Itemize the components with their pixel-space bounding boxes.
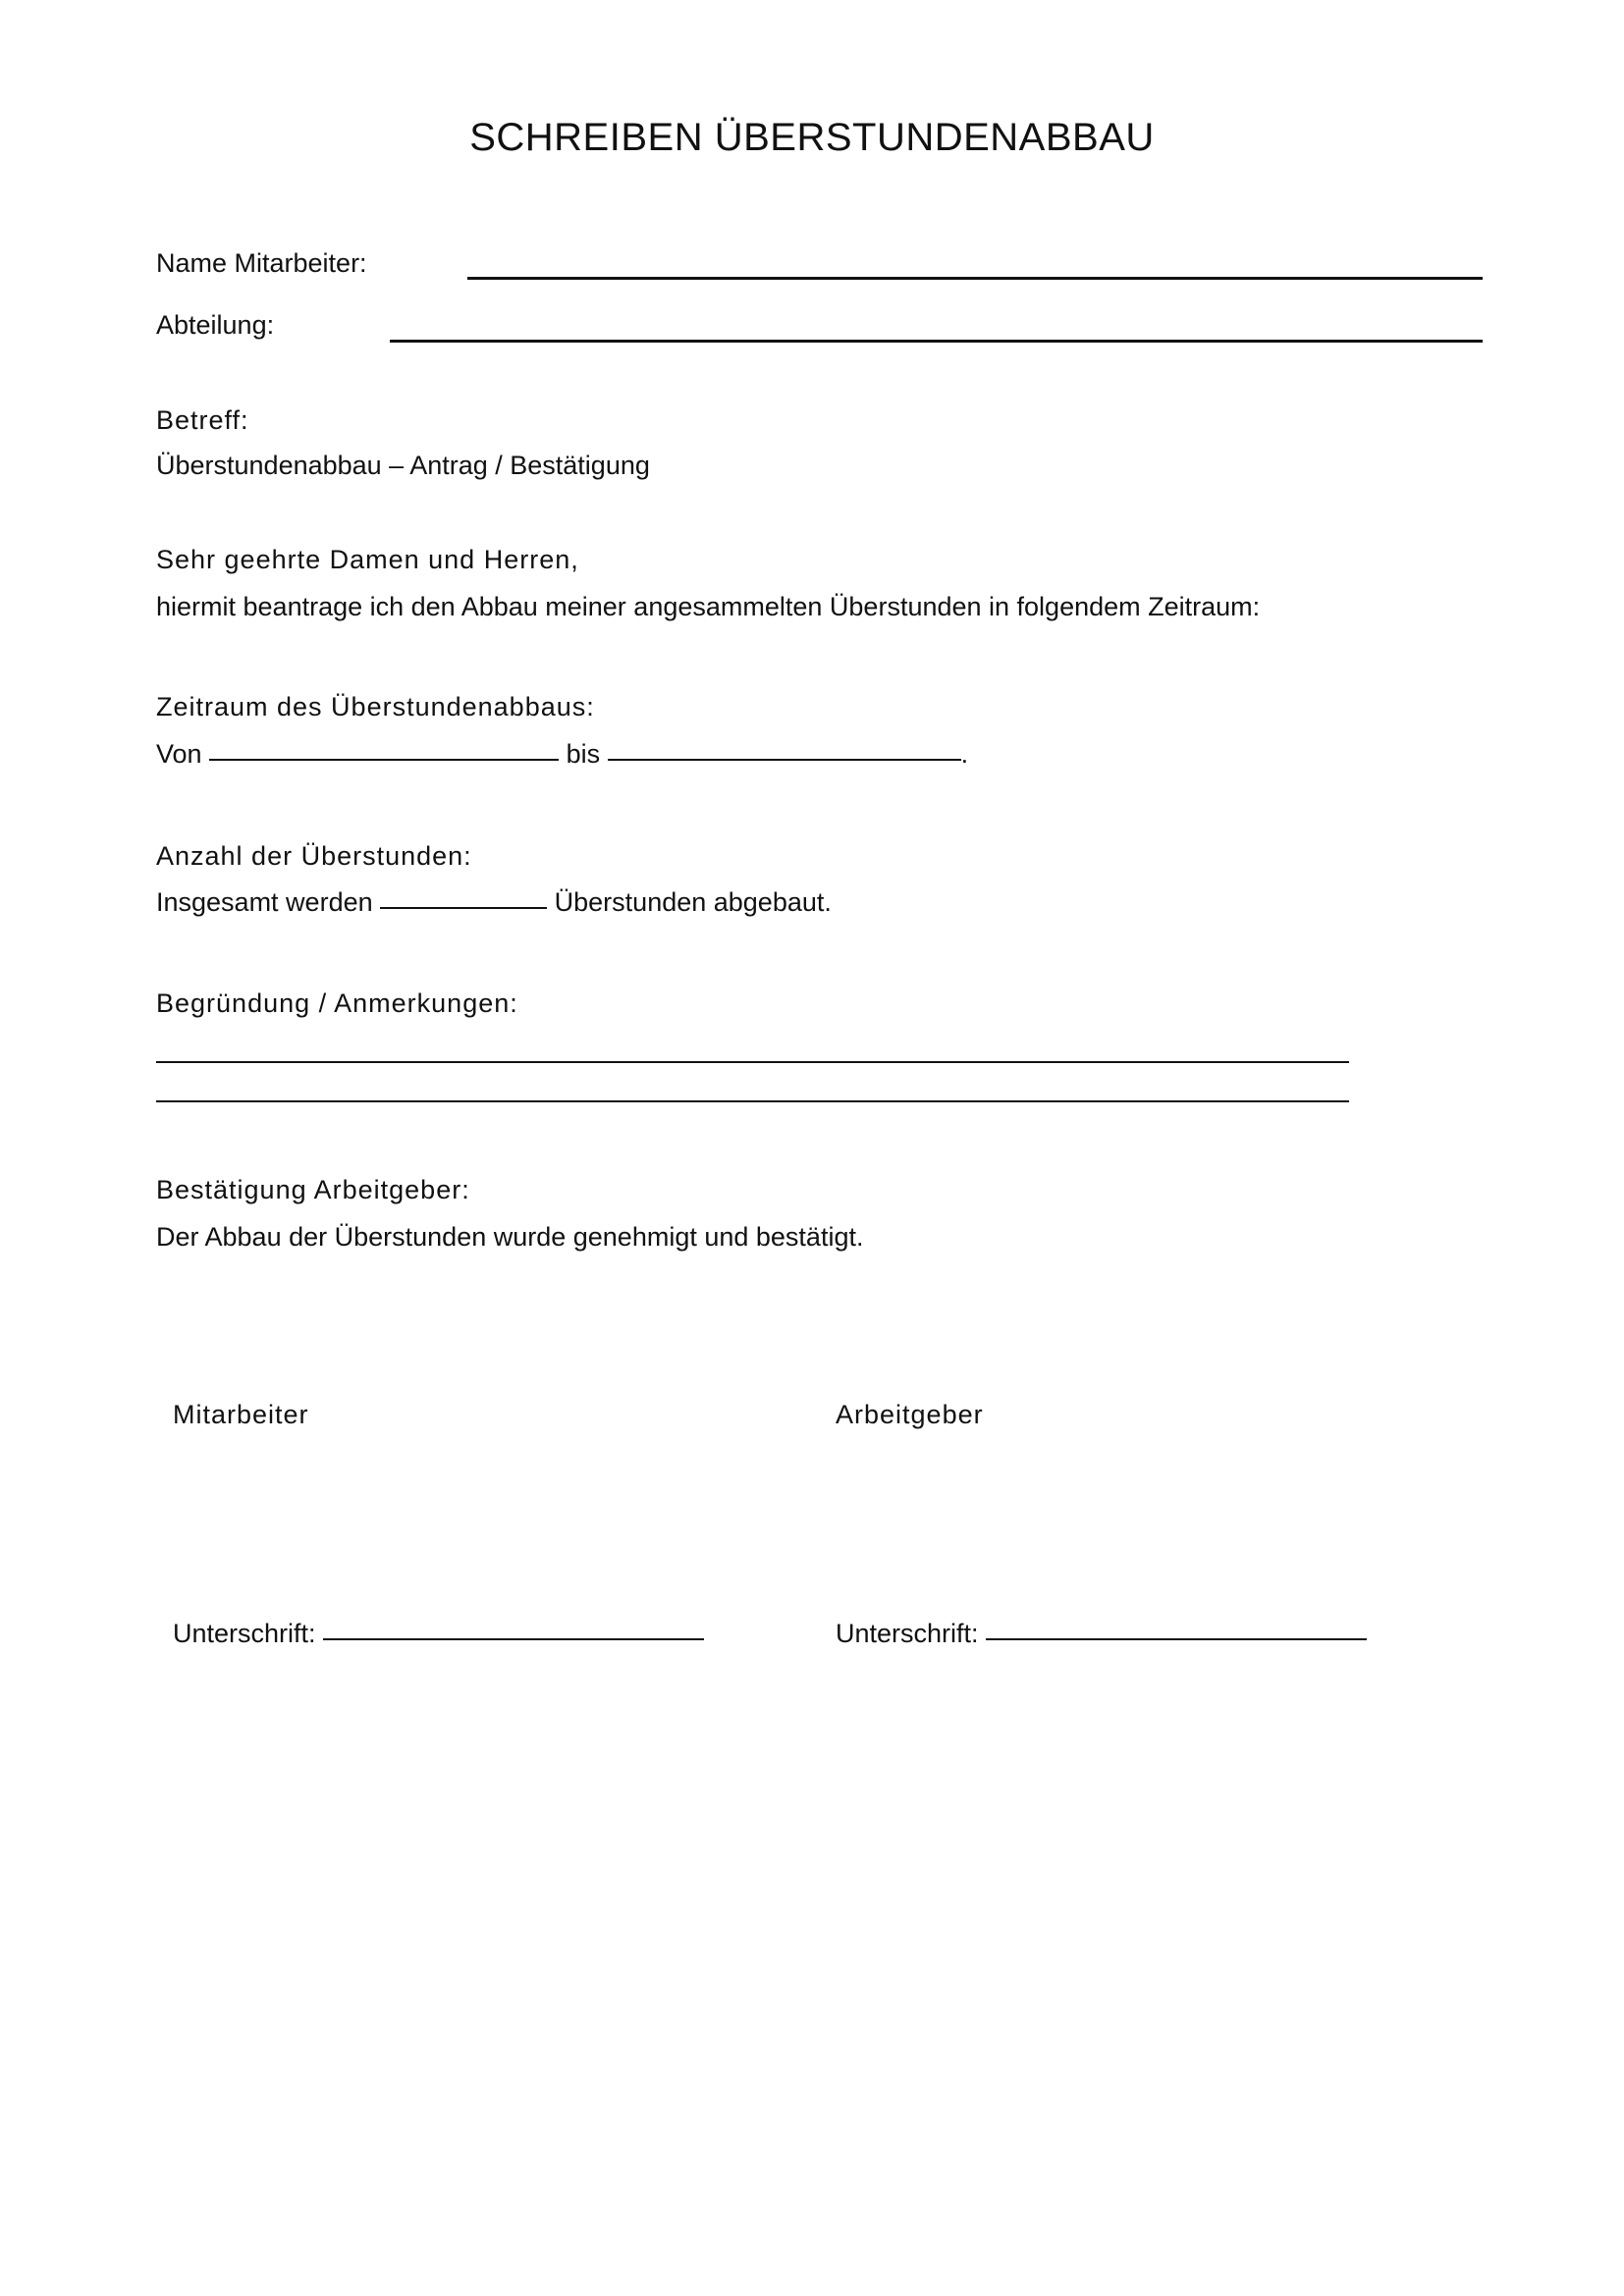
- name-field-line[interactable]: [467, 277, 1483, 280]
- period-heading: Zeitraum des Überstundenabbaus:: [156, 692, 595, 721]
- name-label: Name Mitarbeiter:: [156, 248, 367, 278]
- confirmation-heading: Bestätigung Arbeitgeber:: [156, 1175, 470, 1204]
- employer-signature-label: Unterschrift:: [836, 1619, 979, 1648]
- hours-suffix: Überstunden abgebaut.: [554, 887, 832, 917]
- notes-heading: Begründung / Anmerkungen:: [156, 988, 518, 1018]
- period-line: [156, 738, 968, 770]
- hours-count-blank[interactable]: [380, 907, 547, 909]
- employee-signature-label: Unterschrift:: [173, 1619, 316, 1648]
- employer-signature-blank[interactable]: [986, 1638, 1367, 1640]
- to-label: bis: [566, 739, 601, 769]
- department-label: Abteilung:: [156, 310, 275, 340]
- period-end-dot: .: [960, 739, 969, 769]
- employer-label: Arbeitgeber: [836, 1400, 984, 1429]
- from-label: Von: [156, 739, 202, 769]
- notes-line-2[interactable]: [156, 1100, 1349, 1102]
- document-title: SCHREIBEN ÜBERSTUNDENABBAU: [469, 116, 1155, 159]
- hours-line: [156, 886, 832, 918]
- confirmation-text: Der Abbau der Überstunden wurde genehmigt und bestätigt.: [156, 1222, 864, 1252]
- department-field-line[interactable]: [390, 340, 1483, 343]
- employee-label: Mitarbeiter: [173, 1400, 309, 1429]
- employee-signature-blank[interactable]: [323, 1638, 704, 1640]
- hours-prefix: Insgesamt werden: [156, 887, 373, 917]
- employer-signature-line: [836, 1618, 1367, 1649]
- hours-heading: Anzahl der Überstunden:: [156, 841, 472, 871]
- request-text: hiermit beantrage ich den Abbau meiner angesammelten Überstunden in folgendem Zeitraum:: [156, 592, 1261, 621]
- employee-signature-line: [173, 1618, 704, 1649]
- subject-heading: Betreff:: [156, 405, 249, 435]
- subject-text: Überstundenabbau – Antrag / Bestätigung: [156, 451, 650, 480]
- notes-line-1[interactable]: [156, 1061, 1349, 1063]
- from-date-blank[interactable]: [209, 759, 559, 761]
- to-date-blank[interactable]: [608, 759, 961, 761]
- salutation: Sehr geehrte Damen und Herren,: [156, 545, 579, 574]
